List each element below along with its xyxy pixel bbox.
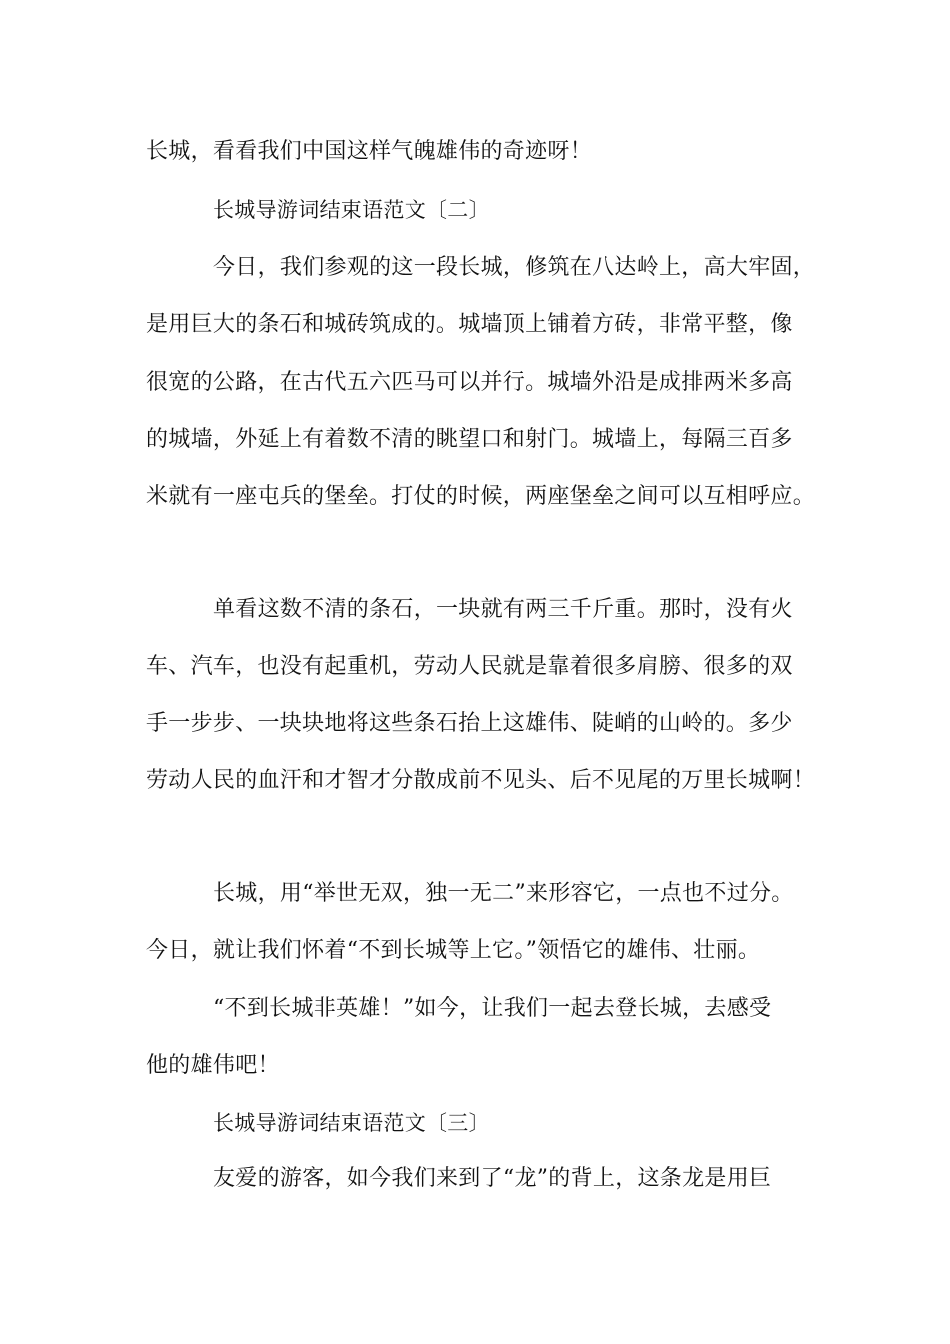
paragraph-line: 米就有一座屯兵的堡垒。打仗的时候，两座堡垒之间可以互相呼应。 xyxy=(146,484,816,509)
paragraph-line: 长城，用“举世无双，独一无二”来形容它，一点也不过分。 xyxy=(213,881,794,906)
paragraph-line: 长城，看看我们中国这样气魄雄伟的奇迹呀！ xyxy=(146,139,593,164)
paragraph-line: 友爱的游客，如今我们来到了“龙”的背上，这条龙是用巨 xyxy=(213,1166,772,1191)
paragraph-line: “不到长城非英雄！”如今，让我们一起去登长城，去感受 xyxy=(213,996,772,1021)
paragraph-line: 车、汽车，也没有起重机，劳动人民就是靠着很多肩膀、很多的双 xyxy=(146,654,793,679)
section-heading: 长城导游词结束语范文〔三〕 xyxy=(213,1111,490,1135)
paragraph-line: 单看这数不清的条石，一块就有两三千斤重。那时，没有火 xyxy=(213,597,793,622)
section-heading: 长城导游词结束语范文〔二〕 xyxy=(213,198,490,222)
paragraph-line: 劳动人民的血汗和才智才分散成前不见头、后不见尾的万里长城啊！ xyxy=(146,768,816,793)
paragraph-line: 是用巨大的条石和城砖筑成的。城墙顶上铺着方砖，非常平整，像 xyxy=(146,312,793,337)
paragraph-line: 今日，我们参观的这一段长城，修筑在八达岭上，高大牢固， xyxy=(213,255,816,280)
paragraph-line: 很宽的公路，在古代五六匹马可以并行。城墙外沿是成排两米多高 xyxy=(146,370,793,395)
paragraph-line: 手一步步、一块块地将这些条石抬上这雄伟、陡峭的山岭的。多少 xyxy=(146,711,793,736)
paragraph-line: 的城墙，外延上有着数不清的眺望口和射门。城墙上，每隔三百多 xyxy=(146,427,793,452)
paragraph-line: 今日，就让我们怀着“不到长城等上它。”领悟它的雄伟、壮丽。 xyxy=(146,938,761,963)
paragraph-line: 他的雄伟吧！ xyxy=(146,1053,280,1078)
